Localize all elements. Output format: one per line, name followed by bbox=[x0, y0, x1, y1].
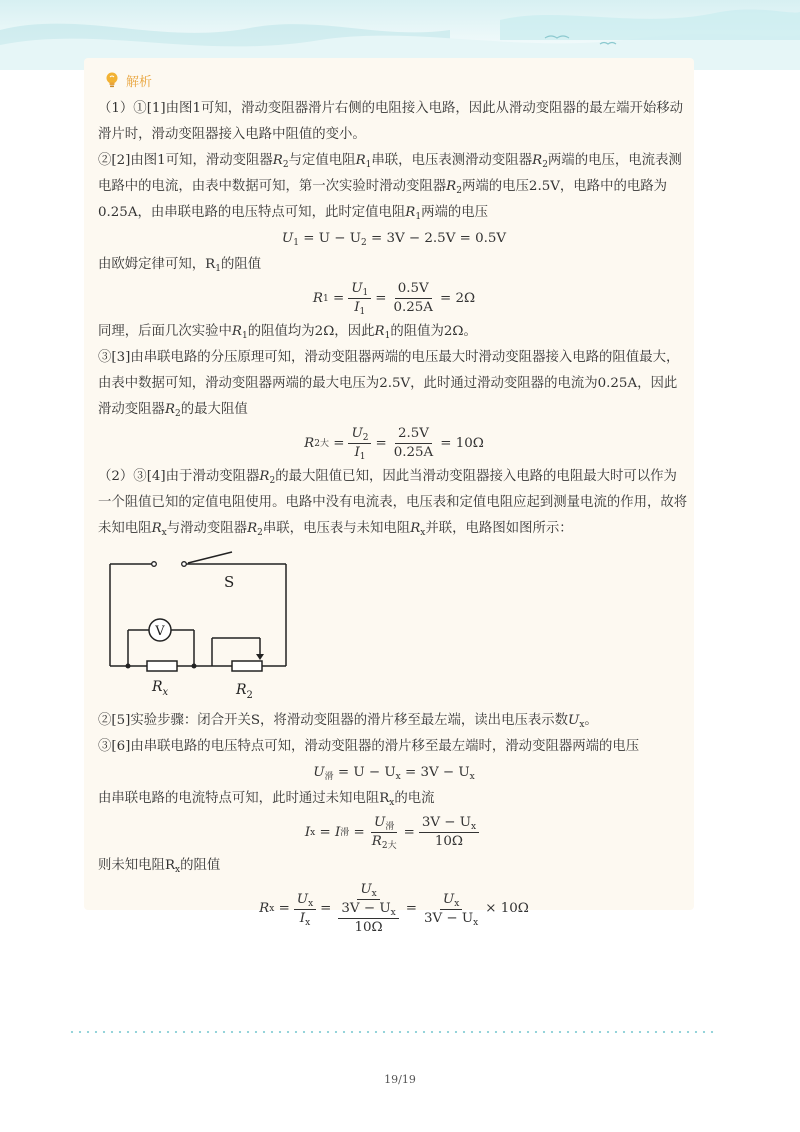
switch-terminal-left bbox=[152, 562, 157, 567]
switch-label: S bbox=[224, 573, 235, 591]
page-number: 19/19 bbox=[384, 1073, 416, 1086]
dotted-divider bbox=[68, 1031, 718, 1033]
para-8: ③[6]由串联电路的电压特点可知，滑动变阻器的滑片移至最左端时，滑动变阻器两端的电压 bbox=[98, 739, 640, 754]
para-9: 由串联电路的电流特点可知，此时通过未知电阻$R_x$的电流 bbox=[98, 791, 435, 808]
circuit-diagram-area bbox=[98, 542, 690, 708]
equation-u-slide: $U_滑 = U - U_x = 3V - U_x$ bbox=[313, 765, 475, 782]
para-4: 同理，后面几次实验中$R_1$的阻值均为2Ω，因此$R_1$的阻值为2Ω。 bbox=[98, 324, 477, 341]
r2-label: $R_2$ bbox=[236, 682, 253, 701]
lightbulb-icon bbox=[104, 71, 120, 89]
para-5: ③[3]由串联电路的分压原理可知，滑动变阻器两端的电压最大时滑动变阻器接入电路的阻值最大，由表中数据可知，滑动变阻器两端的最大电压为2.5V，此时通过滑动变阻器的电流为0.25A，因此滑动变阻器$R_2$的最大阻值 bbox=[98, 350, 680, 419]
junction-dot bbox=[126, 664, 131, 669]
equation-r1: R 1 = $\frac{U_1}{I_1}$ = $\frac{0.5V}{0.25A}$ = 2Ω bbox=[312, 281, 476, 317]
equation-r2max: R 2大 = $\frac{U_2}{I_1}$ = $\frac{2.5V}{0.25A}$ = 10Ω bbox=[304, 426, 484, 462]
para-2: ②[2]由图1可知，滑动变阻器$R_2$与定值电阻$R_1$串联，电压表测滑动变阻器$R_2$两端的电压，电流表测电路中的电流，由表中数据可知，第一次实验时滑动变阻器$R_2$两端的电压2.5V，电路中的电路为0.25A，由串联电路的电压特点可知，此时定值电阻$R_1$两端的电压 bbox=[98, 153, 682, 222]
analysis-body bbox=[98, 96, 690, 939]
analysis-label: 解析 bbox=[126, 74, 153, 90]
resistor-rx bbox=[147, 661, 177, 671]
circuit-diagram bbox=[102, 544, 292, 704]
para-3: 由欧姆定律可知，$R_1$的阻值 bbox=[98, 257, 262, 274]
equation-rx: R x = $\frac{U_x}{I_x}$ = $\frac{U_x}{\frac{3V - U_x}{10\Omega}}$ = $\frac{U_x}{3V - U_x}$ × 10Ω bbox=[259, 882, 529, 935]
switch-terminal-right bbox=[182, 562, 187, 567]
rx-label: $R_x$ bbox=[152, 679, 169, 698]
para-7: ②[5]实验步骤：闭合开关S，将滑动变阻器的滑片移至最左端，读出电压表示数$U_x$。 bbox=[98, 713, 598, 730]
equation-ix: I x = I 滑 = $\frac{U_滑}{R_{2大}}$ = $\frac{3V - U_x}{10\Omega}$ bbox=[98, 812, 690, 853]
rheostat-r2 bbox=[232, 661, 262, 671]
equation-u1: $U_1 = U - U_2 = 3V - 2.5V = 0.5V$ bbox=[281, 231, 507, 248]
para-10: 则未知电阻$R_x$的阻值 bbox=[98, 858, 221, 875]
voltmeter-label: V bbox=[155, 624, 165, 639]
para-1: （1）①[1]由图1可知，滑动变阻器滑片右侧的电阻接入电路，因此从滑动变阻器的最左端开始移动滑片时，滑动变阻器接入电路中阻值的变小。 bbox=[98, 101, 684, 142]
junction-dot bbox=[192, 664, 197, 669]
analysis-header bbox=[104, 70, 152, 90]
rheostat-arrow-icon bbox=[256, 654, 264, 660]
para-6: （2）③[4]由于滑动变阻器$R_2$的最大阻值已知，因此当滑动变阻器接入电路的电阻最大时可以作为一个阻值已知的定值电阻使用。电路中没有电流表，电压表和定值电阻应起到测量电流的作用，故将未知电阻$R_x$与滑动变阻器$R_2$串联，电压表与未知电阻$R_x$并联，电路图如图所示： bbox=[98, 469, 688, 538]
